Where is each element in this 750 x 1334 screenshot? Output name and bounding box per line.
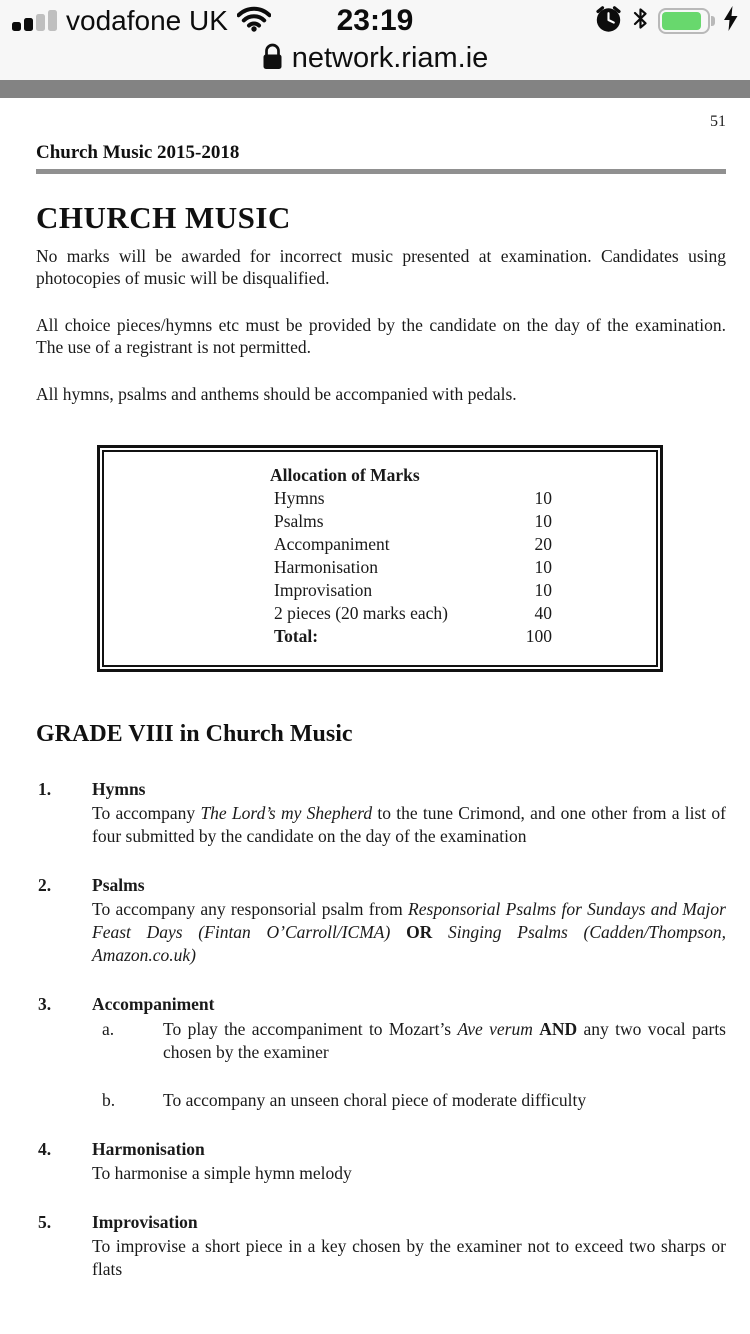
list-item-harmonisation xyxy=(36,1138,726,1185)
item-number: 3. xyxy=(38,994,52,1014)
status-bar xyxy=(0,0,750,42)
item-heading: Harmonisation xyxy=(92,1139,205,1159)
paragraph-no-marks: No marks will be awarded for incorrect music presented at examination. Candidates using photocopies of music will be disqualified. xyxy=(36,246,726,288)
list-item-psalms xyxy=(36,874,726,967)
section-rule xyxy=(36,169,726,174)
battery-icon xyxy=(658,8,715,34)
item-number: 5. xyxy=(38,1212,52,1232)
paragraph-choice-pieces: All choice pieces/hymns etc must be provided by the candidate on the day of the examination. The use of a registrant is not permitted. xyxy=(36,315,726,357)
url-bar[interactable] xyxy=(0,42,750,80)
table-row: Hymns 10 xyxy=(274,488,552,508)
section-header: Church Music 2015-2018 xyxy=(36,142,240,163)
page-number: 51 xyxy=(710,113,726,130)
sub-item-letter: a. xyxy=(102,1019,115,1039)
item-number: 2. xyxy=(38,875,52,895)
item-number: 4. xyxy=(38,1139,52,1159)
carrier-label: vodafone UK xyxy=(66,5,228,36)
browser-chrome xyxy=(0,0,750,80)
item-heading: Accompaniment xyxy=(92,994,215,1014)
paragraph-pedals: All hymns, psalms and anthems should be accompanied with pedals. xyxy=(36,384,517,404)
list-item-improvisation xyxy=(36,1211,726,1281)
bluetooth-icon xyxy=(632,5,649,37)
list-item-accompaniment xyxy=(36,993,726,1112)
wifi-icon xyxy=(237,6,271,37)
item-heading: Hymns xyxy=(92,779,146,799)
marks-table-title: Allocation of Marks xyxy=(270,465,420,485)
alarm-icon xyxy=(594,4,623,38)
table-row: Psalms 10 xyxy=(274,511,552,531)
grade-heading: GRADE VIII in Church Music xyxy=(36,721,353,747)
table-row: 2 pieces (20 marks each) 40 xyxy=(274,603,552,623)
status-time: 23:19 xyxy=(336,4,414,37)
item-number: 1. xyxy=(38,779,52,799)
table-row-total: Total: 100 xyxy=(274,626,552,646)
signal-strength-icon xyxy=(12,10,57,32)
lock-icon xyxy=(262,43,283,75)
item-body: To accompany any responsorial psalm from Responsorial Psalms for Sundays and Major Feast Days (Fintan O’Carroll/ICMA) OR Singing Psalms (Cadden/Thompson, Amazon.co.uk) xyxy=(92,899,726,965)
sub-item-body: To play the accompaniment to Mozart’s Ave verum AND any two vocal parts chosen by the examiner xyxy=(163,1019,726,1062)
sub-item-b xyxy=(92,1089,726,1112)
item-body: To accompany The Lord’s my Shepherd to the tune Crimond, and one other from a list of four submitted by the candidate on the day of the examination xyxy=(92,803,726,846)
sub-item-a xyxy=(92,1018,726,1064)
list-item-hymns xyxy=(36,778,726,848)
allocation-of-marks-box xyxy=(97,445,663,672)
requirements-list xyxy=(36,778,726,1281)
sub-item-body: To accompany an unseen choral piece of moderate difficulty xyxy=(163,1090,587,1110)
table-row: Improvisation 10 xyxy=(274,580,552,600)
table-row: Accompaniment 20 xyxy=(274,534,552,554)
item-heading: Psalms xyxy=(92,875,145,895)
document-viewport[interactable] xyxy=(0,98,750,1281)
table-row: Harmonisation 10 xyxy=(274,557,552,577)
document-title: CHURCH MUSIC xyxy=(36,200,291,235)
item-body: To improvise a short piece in a key chosen by the examiner not to exceed two sharps or flats xyxy=(92,1236,726,1279)
url-text: network.riam.ie xyxy=(291,42,489,74)
item-body: To harmonise a simple hymn melody xyxy=(92,1163,352,1183)
sub-item-letter: b. xyxy=(102,1090,116,1110)
item-heading: Improvisation xyxy=(92,1212,198,1232)
pdf-divider-band xyxy=(0,80,750,98)
charging-bolt-icon xyxy=(724,6,738,36)
